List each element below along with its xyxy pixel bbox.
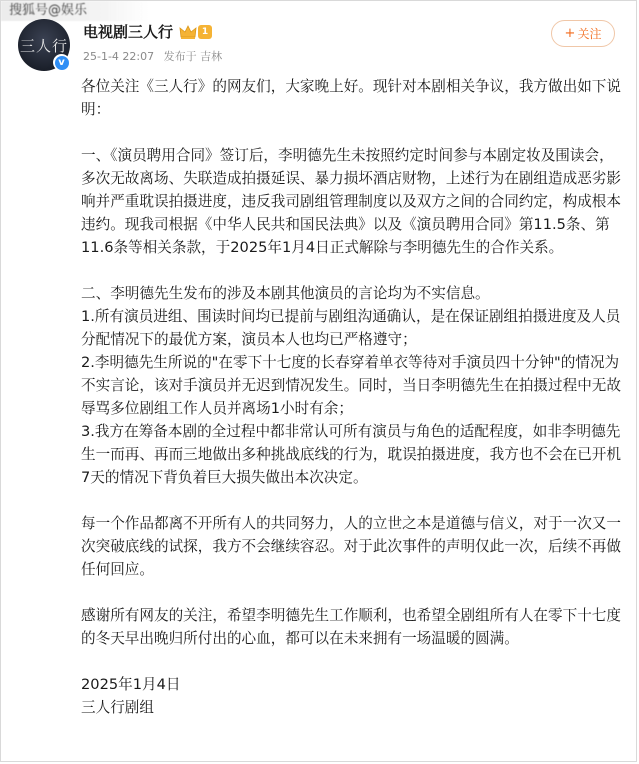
- account-name[interactable]: 电视剧三人行: [83, 23, 174, 41]
- post-date-line: 2025年1月4日: [81, 676, 181, 693]
- post-paragraph-2-title: 二、李明德先生发布的涉及本剧其他演员的言论均为不实信息。: [81, 285, 490, 302]
- post-source: 发布于 吉林: [163, 50, 223, 63]
- verified-badge-icon: v: [53, 54, 70, 71]
- post-paragraph-2-item-2: 2.李明德先生所说的"在零下十七度的长春穿着单衣等待对手演员四十分钟"的情况为不实言论，该对手演员并无迟到情况发生。同时，当日李明德先生在拍摄过程中无故辱骂多位剧组工作人员并离场1小时有余；: [81, 354, 621, 417]
- blurred-watermark-strip: 搜狐号@娱乐: [1, 1, 149, 21]
- post-paragraph-2-item-1: 1.所有演员进组、围读时间均已提前与剧组沟通确认，是在保证剧组拍摄进度及人员分配情况下的最优方案，演员本人也均已严格遵守；: [81, 308, 621, 348]
- post-paragraph-4: 感谢所有网友的关注，希望李明德先生工作顺利，也希望全剧组所有人在零下十七度的冬天早出晚归所付出的心血，都可以在未来拥有一场温暖的圆满。: [81, 607, 621, 647]
- follow-label: 关注: [577, 27, 602, 41]
- follow-button[interactable]: [551, 20, 615, 47]
- crown-icon: [179, 24, 197, 40]
- post-signature: 三人行剧组: [81, 699, 154, 716]
- level-badge: 1: [198, 25, 212, 39]
- post-body: [81, 75, 621, 719]
- plus-icon: +: [564, 26, 576, 41]
- post-paragraph-1: 一、《演员聘用合同》签订后，李明德先生未按照约定时间参与本剧定妆及围读会，多次无故离场、失联造成拍摄延误、暴力损坏酒店财物，上述行为在剧组造成恶劣影响并严重耽误拍摄进度，违反我司剧组管理制度以及双方之间的合同约定，构成根本违约。现我司根据《中华人民共和国民法典》以及《演员聘用合同》第11.5条、第11.6条等相关条款，于2025年1月4日正式解除与李明德先生的合作关系。: [81, 147, 621, 256]
- post-paragraph-2-item-3: 3.我方在筹备本剧的全过程中都非常认可所有演员与角色的适配程度，如非李明德先生一而再、再而三地做出多种挑战底线的行为，耽误拍摄进度，我方也不会在已开机7天的情况下背负着巨大损失做出本次决定。: [81, 423, 621, 486]
- avatar-text: 三人行: [19, 36, 68, 55]
- post-paragraph-3: 每一个作品都离不开所有人的共同努力，人的立世之本是道德与信义，对于一次又一次突破底线的试探，我方不会继续容忍。对于此次事件的声明仅此一次，后续不再做任何回应。: [81, 515, 621, 578]
- post-date: 25-1-4 22:07: [83, 50, 155, 63]
- post-intro: 各位关注《三人行》的网友们，大家晚上好。现针对本剧相关争议，我方做出如下说明：: [81, 78, 621, 118]
- post-meta: [83, 48, 228, 64]
